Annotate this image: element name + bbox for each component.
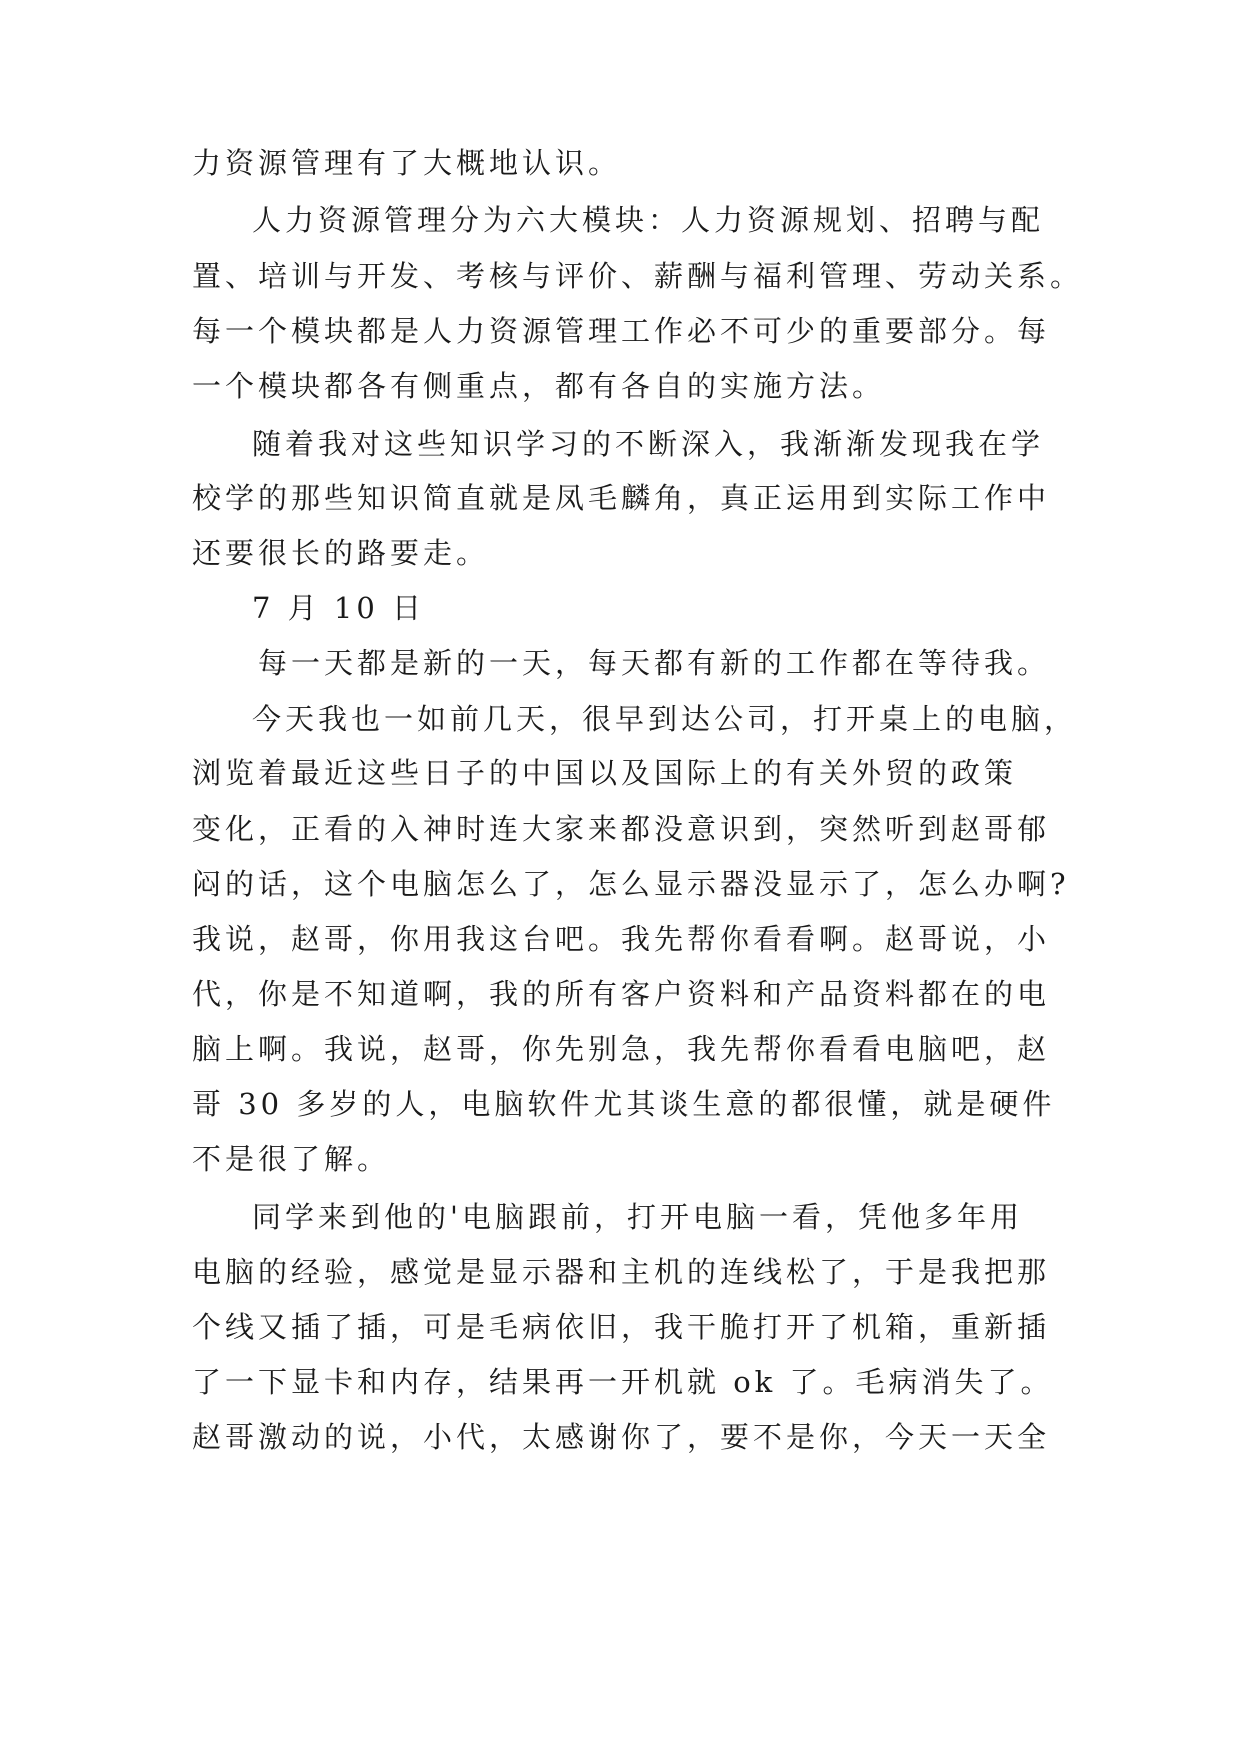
text-line: 置、培训与开发、考核与评价、薪酬与福利管理、劳动关系。 — [192, 259, 1084, 293]
text-line: 我说，赵哥，你用我这台吧。我先帮你看看啊。赵哥说，小 — [192, 922, 1051, 956]
text-line: 哥 30 多岁的人，电脑软件尤其谈生意的都很懂，就是硬件 — [192, 1087, 1056, 1121]
text-line: 浏览着最近这些日子的中国以及国际上的有关外贸的政策 — [192, 756, 1018, 790]
text-line: 脑上啊。我说，赵哥，你先别急，我先帮你看看电脑吧，赵 — [192, 1032, 1051, 1066]
text-line: 力资源管理有了大概地认识。 — [192, 146, 622, 180]
paragraph-start-line: 每一天都是新的一天，每天都有新的工作都在等待我。 — [258, 646, 1051, 680]
text-line: 一个模块都各有侧重点，都有各自的实施方法。 — [192, 369, 886, 403]
text-line: 不是很了解。 — [192, 1142, 391, 1176]
text-line: 闷的话，这个电脑怎么了，怎么显示器没显示了，怎么办啊? — [192, 867, 1070, 901]
text-line: 变化，正看的入神时连大家来都没意识到，突然听到赵哥郁 — [192, 812, 1051, 846]
text-line: 代，你是不知道啊，我的所有客户资料和产品资料都在的电 — [192, 977, 1051, 1011]
paragraph-start-line: 同学来到他的'电脑跟前，打开电脑一看，凭他多年用 — [252, 1200, 1023, 1234]
paragraph-start-line: 随着我对这些知识学习的不断深入，我渐渐发现我在学 — [252, 427, 1045, 461]
text-line: 个线又插了插，可是毛病依旧，我干脆打开了机箱，重新插 — [192, 1310, 1051, 1344]
paragraph-start-line: 人力资源管理分为六大模块：人力资源规划、招聘与配 — [252, 203, 1045, 237]
text-line: 电脑的经验，感觉是显示器和主机的连线松了，于是我把那 — [192, 1255, 1051, 1289]
text-line: 了一下显卡和内存，结果再一开机就 ok 了。毛病消失了。 — [192, 1365, 1054, 1399]
text-line: 还要很长的路要走。 — [192, 536, 490, 570]
paragraph-start-line: 今天我也一如前几天，很早到达公司，打开桌上的电脑， — [252, 702, 1078, 736]
text-line: 校学的那些知识简直就是凤毛麟角，真正运用到实际工作中 — [192, 481, 1051, 515]
date-heading: 7 月 10 日 — [252, 591, 426, 625]
text-line: 每一个模块都是人力资源管理工作必不可少的重要部分。每 — [192, 314, 1051, 348]
text-line: 赵哥激动的说，小代，太感谢你了，要不是你，今天一天全 — [192, 1420, 1051, 1454]
